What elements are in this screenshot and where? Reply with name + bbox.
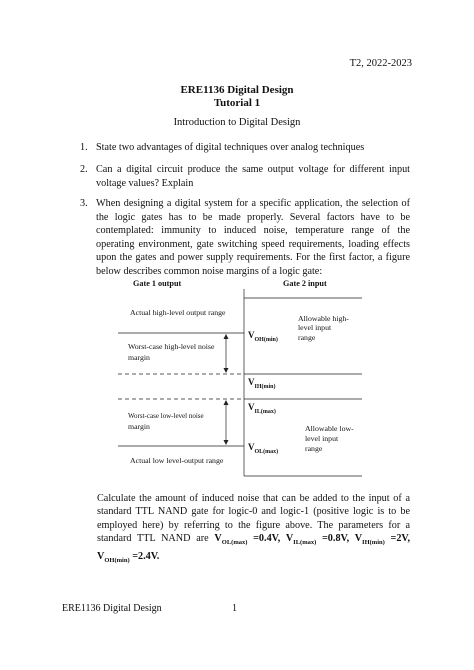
question-text: State two advantages of digital techniques over analog techniques xyxy=(96,142,365,153)
tutorial-title: Tutorial 1 xyxy=(213,97,261,109)
arrowhead xyxy=(224,440,229,445)
gate1-heading: Gate 1 output xyxy=(133,279,182,288)
allow-high-label-2: level input xyxy=(298,323,332,332)
voh-min-label: $V_{OH(min)}$ xyxy=(248,330,278,343)
question-2 xyxy=(80,163,410,190)
term-label: T2, 2022-2023 xyxy=(349,58,412,69)
actual-low-output-label: Actual low level-output range xyxy=(130,456,224,465)
vol-max-label: $V_{OL(max)}$ xyxy=(248,442,279,455)
topic-subtitle: Introduction to Digital Design xyxy=(173,117,301,128)
arrowhead xyxy=(224,334,229,339)
allow-high-label-1: Allowable high- xyxy=(298,314,349,323)
question-number: 1. xyxy=(80,142,88,153)
question-number: 2. xyxy=(80,164,88,175)
question-text: Can a digital circuit produce the same output voltage for different input voltage values? Explain xyxy=(96,164,410,189)
actual-high-output-label: Actual high-level output range xyxy=(130,308,226,317)
arrowhead xyxy=(224,368,229,373)
page-number: 1 xyxy=(232,603,237,614)
question-text: When designing a digital system for a specific application, the selection of the logic gates has to be made properly. Several factors have to be contemplated: immunity to induced noise, temperature range of the operating environment, gate switching speed requirements, loading effects upon the gates and power supply requirements. For the first factor, a figure below describes common noise margins of a logic gate: xyxy=(96,198,410,277)
allow-high-label-3: range xyxy=(298,333,316,342)
worst-high-margin-label-1: Worst-case high-level noise xyxy=(128,342,215,351)
allow-low-label-1: Allowable low- xyxy=(305,424,354,433)
question-1 xyxy=(80,141,410,155)
arrowhead xyxy=(224,400,229,405)
course-title: ERE1136 Digital Design xyxy=(180,84,294,96)
worst-high-margin-label-2: margin xyxy=(128,353,150,362)
calculation-paragraph xyxy=(97,492,410,567)
footer-course: ERE1136 Digital Design xyxy=(62,603,162,614)
gate2-heading: Gate 2 input xyxy=(283,279,327,288)
question-number: 3. xyxy=(80,198,88,209)
allow-low-label-3: range xyxy=(305,444,323,453)
vih-min-label: $V_{IH(min)}$ xyxy=(248,377,276,390)
parameter-list: $V_{OL(max)} =0.4V$, $V_{IL(max)} =0.8V$, $V_{IH(min)} =2V$, $V_{OH(min)} =2.4V$. xyxy=(97,533,411,564)
worst-low-margin-label-2: margin xyxy=(128,422,150,431)
paragraph-text: Calculate the amount of induced noise that can be added to the input of a standard TTL NAND gate for logic-0 and logic-1 (positive logic is to be employed here) by referring to the figure above. The parameters for a standard TTL NAND are xyxy=(97,493,410,545)
worst-low-margin-label-1: Worst-case low-level noise xyxy=(128,412,204,420)
question-3 xyxy=(80,197,410,279)
vil-max-label: $V_{IL(max)}$ xyxy=(248,402,276,415)
allow-low-label-2: level input xyxy=(305,434,339,443)
